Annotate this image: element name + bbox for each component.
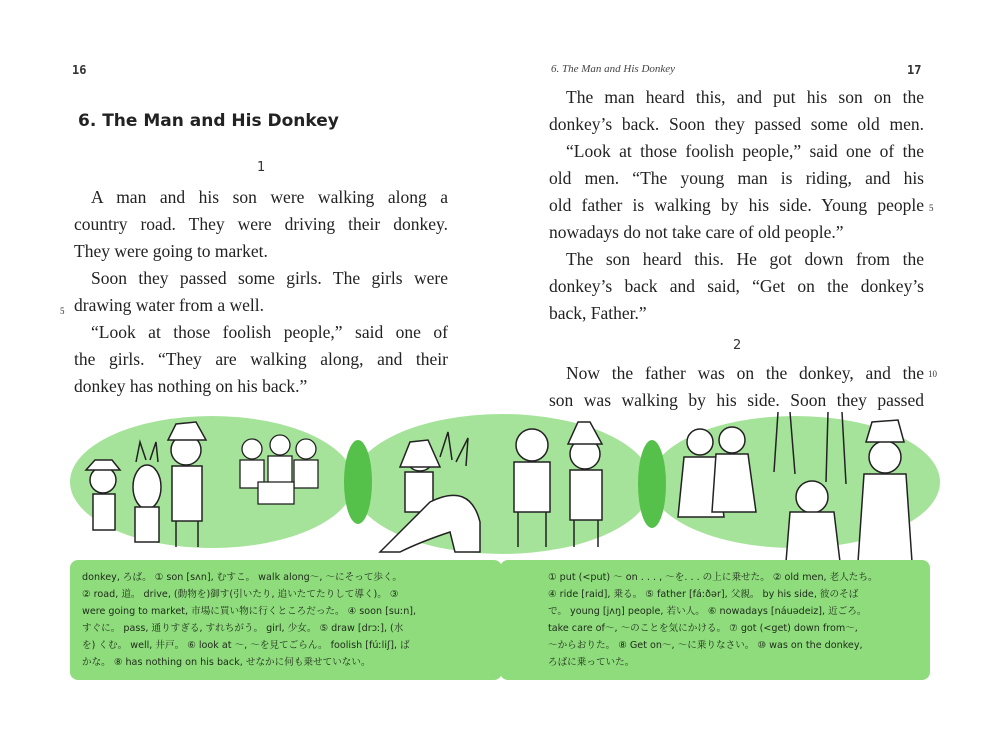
line-marker-left-5: 5: [60, 306, 65, 316]
left-line-5: drawing water from a well.: [74, 295, 264, 315]
right-line-4: old men. “The young man is riding, and his: [549, 168, 924, 188]
running-head: 6. The Man and His Donkey: [551, 63, 676, 75]
right-line-11: son was walking by his side. Soon they passed: [549, 390, 924, 410]
vocab-box-right: [500, 560, 930, 680]
vocab-left-line-5: を) くむ。 well, 井戸。 ⑥ look at 〜, 〜を見てごらん。 foolish [fúːliʃ], ば: [82, 640, 410, 651]
right-line-9: back, Father.”: [549, 303, 647, 323]
page-number-left: 16: [72, 63, 87, 77]
left-line-6: “Look at those foolish people,” said one of: [91, 322, 448, 342]
vocab-left-line-6: かな。 ⑧ has nothing on his back, せなかに何も乗せていない。: [82, 657, 371, 668]
right-line-2: donkey’s back. Soon they passed some old men.: [549, 114, 924, 134]
vocab-left-line-3: were going to market, 市場に買い物に行くところだった。 ④ soon [suːn],: [82, 606, 417, 617]
vocab-right-line-4: take care of〜, 〜のことを気にかける。 ⑦ got (<get) down from〜,: [548, 623, 858, 634]
vocab-left-text: [82, 569, 416, 671]
vocab-right-line-5: 〜からおりた。 ⑧ Get on〜, 〜に乗りなさい。 ⑩ was on the donkey,: [548, 640, 863, 651]
vocab-box-left: [70, 560, 502, 680]
line-marker-right-5: 5: [929, 203, 934, 213]
right-line-7: The son heard this. He got down from the: [566, 249, 924, 269]
right-line-1: The man heard this, and put his son on the: [566, 87, 924, 107]
left-line-8: donkey has nothing on his back.”: [74, 376, 308, 396]
right-body-text-top: [549, 84, 924, 327]
left-line-7: the girls. “They are walking along, and their: [74, 349, 448, 369]
right-line-8: donkey’s back and said, “Get on the donkey’s: [549, 276, 924, 296]
vocab-right-text: [548, 569, 878, 671]
line-marker-right-10: 10: [928, 369, 937, 379]
left-body-text: [74, 184, 448, 400]
left-line-4: Soon they passed some girls. The girls were: [91, 268, 448, 288]
section-number-1: 1: [257, 160, 266, 175]
left-line-2: country road. They were driving their donkey.: [74, 214, 448, 234]
right-line-10: Now the father was on the donkey, and the: [566, 363, 924, 383]
right-body-text-bottom: [549, 360, 924, 414]
vocab-left-line-2: ② road, 道。 drive, (動物を)御す(引いたり, 追いたてたりして導く)。 ③: [82, 589, 399, 600]
vocab-left-line-1: donkey, ろば。 ① son [sʌn], むすこ。 walk along〜, 〜にそって歩く。: [82, 572, 403, 583]
left-line-3: They were going to market.: [74, 241, 268, 261]
story-illustration: [0, 412, 1000, 562]
right-line-5: old father is walking by his side. Young people: [549, 195, 924, 215]
right-line-6: nowadays do not take care of old people.”: [549, 222, 844, 242]
vocab-right-line-2: ④ ride [raid], 乗る。 ⑤ father [fáːðər], 父親。 by his side, 彼のそば: [548, 589, 859, 600]
chapter-title: 6. The Man and His Donkey: [78, 111, 339, 131]
right-line-3: “Look at those foolish people,” said one of the: [566, 141, 924, 161]
vocab-right-line-1: ① put (<put) 〜 on . . . , 〜を. . . の上に乗せた。 ② old men, 老人たち。: [548, 572, 878, 583]
section-number-2: 2: [733, 338, 742, 353]
page-number-right: 17: [907, 63, 922, 77]
vocab-left-line-4: すぐに。 pass, 通りすぎる, すれちがう。 girl, 少女。 ⑤ draw [drɔː], (水: [82, 623, 404, 634]
left-line-1: A man and his son were walking along a: [91, 187, 448, 207]
vocab-right-line-3: で。 young [jʌŋ] people, 若い人。 ⑥ nowadays [náuədeiz], 近ごろ。: [548, 606, 867, 617]
vocab-right-line-6: ろばに乗っていた。: [548, 657, 635, 668]
